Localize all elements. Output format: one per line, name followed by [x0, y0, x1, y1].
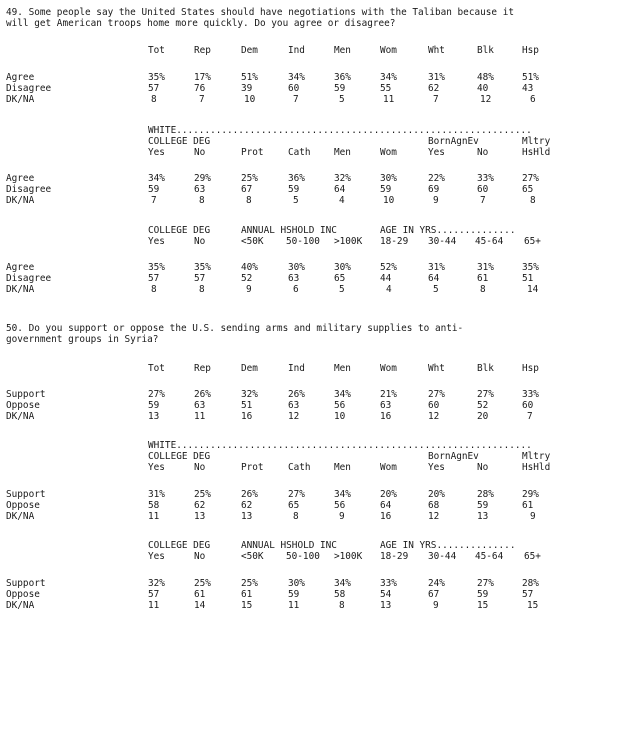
cell: 5: [339, 284, 345, 295]
q50-b1-row-dkna: [0, 412, 617, 423]
cell: 55: [380, 83, 392, 94]
cell: 13: [241, 511, 253, 522]
col-header: Wom: [380, 462, 397, 473]
cell: 27%: [477, 578, 494, 589]
cell: 12: [428, 411, 440, 422]
q49-b2-row-disagree: [0, 185, 617, 196]
col-header: Prot: [241, 462, 264, 473]
cell: 34%: [148, 173, 165, 184]
cell: 25%: [241, 173, 258, 184]
cell: 34%: [334, 578, 351, 589]
col-header: Men: [334, 363, 351, 374]
cell: 32%: [148, 578, 165, 589]
cell: 15: [241, 600, 253, 611]
question-50-text-line1: 50. Do you support or oppose the U.S. sending arms and military supplies to anti-: [6, 323, 464, 334]
col-header: Men: [334, 462, 351, 473]
cell: 16: [380, 511, 392, 522]
row-label: Agree: [6, 72, 35, 83]
cell: 5: [433, 284, 439, 295]
question-49-text-line2: will get American troops home more quickly. Do you agree or disagree?: [6, 18, 396, 29]
cell: 39: [241, 83, 253, 94]
cell: 27%: [477, 389, 494, 400]
cell: 8: [199, 195, 205, 206]
cell: 54: [380, 589, 392, 600]
col-header: No: [194, 147, 206, 158]
cell: 26%: [288, 389, 305, 400]
col-group-header: COLLEGE DEG: [148, 540, 211, 551]
cell: 61: [477, 273, 489, 284]
cell: 22%: [428, 173, 445, 184]
col-header: No: [194, 236, 206, 247]
col-group-header: Mltry: [522, 451, 551, 462]
col-header: Blk: [477, 363, 494, 374]
cell: 32%: [334, 173, 351, 184]
col-group-header: BornAgnEv: [428, 136, 479, 147]
row-label: Disagree: [6, 273, 52, 284]
cell: 28%: [477, 489, 494, 500]
cell: 76: [194, 83, 206, 94]
cell: 64: [334, 184, 346, 195]
cell: 58: [334, 589, 346, 600]
col-header: Dem: [241, 45, 258, 56]
cell: 24%: [428, 578, 445, 589]
row-label: Oppose: [6, 500, 40, 511]
cell: 9: [530, 511, 536, 522]
cell: 10: [244, 94, 256, 105]
cell: 52: [241, 273, 253, 284]
row-label: DK/NA: [6, 284, 35, 295]
col-group-header: AGE IN YRS..............: [380, 225, 516, 236]
col-header: 50-100: [286, 236, 320, 247]
cell: 7: [480, 195, 486, 206]
row-label: DK/NA: [6, 94, 35, 105]
cell: 51: [241, 400, 253, 411]
cell: 34%: [334, 489, 351, 500]
cell: 33%: [522, 389, 539, 400]
q50-b1-header: [0, 364, 617, 375]
q50-b3-header: [0, 552, 617, 563]
cell: 6: [293, 284, 299, 295]
cell: 27%: [428, 389, 445, 400]
col-header: <50K: [241, 551, 264, 562]
col-header: Tot: [148, 363, 165, 374]
cell: 48%: [477, 72, 494, 83]
col-group-header: ANNUAL HSHOLD INC: [241, 540, 337, 551]
cell: 15: [477, 600, 489, 611]
q49-b3-row-disagree: [0, 274, 617, 285]
col-header: Wom: [380, 363, 397, 374]
cell: 34%: [380, 72, 397, 83]
cell: 8: [480, 284, 486, 295]
cell: 17%: [194, 72, 211, 83]
col-header: Wht: [428, 45, 445, 56]
cell: 27%: [148, 389, 165, 400]
col-header: <50K: [241, 236, 264, 247]
col-header: No: [477, 147, 489, 158]
cell: 20: [477, 411, 489, 422]
cell: 63: [194, 400, 206, 411]
cell: 65: [522, 184, 534, 195]
q50-b1-row-oppose: [0, 401, 617, 412]
col-header: HsHld: [522, 462, 551, 473]
cell: 35%: [522, 262, 539, 273]
col-header: No: [477, 462, 489, 473]
cell: 59: [288, 589, 300, 600]
row-label: DK/NA: [6, 411, 35, 422]
cell: 63: [288, 273, 300, 284]
cell: 8: [339, 600, 345, 611]
row-label: Disagree: [6, 184, 52, 195]
col-header: Prot: [241, 147, 264, 158]
cell: 62: [241, 500, 253, 511]
cell: 11: [288, 600, 300, 611]
cell: 59: [380, 184, 392, 195]
cell: 30%: [380, 173, 397, 184]
q49-b1-row-dkna: [0, 95, 617, 106]
cell: 33%: [477, 173, 494, 184]
cell: 57: [522, 589, 534, 600]
cell: 59: [477, 500, 489, 511]
cell: 34%: [334, 389, 351, 400]
col-header: 65+: [524, 236, 541, 247]
col-header: Hsp: [522, 45, 539, 56]
cell: 11: [148, 511, 160, 522]
cell: 13: [380, 600, 392, 611]
col-header: Blk: [477, 45, 494, 56]
cell: 8: [293, 511, 299, 522]
cell: 10: [334, 411, 346, 422]
cell: 20%: [380, 489, 397, 500]
cell: 21%: [380, 389, 397, 400]
cell: 57: [148, 83, 160, 94]
q50-b3-row-oppose: [0, 590, 617, 601]
cell: 30%: [334, 262, 351, 273]
cell: 59: [334, 83, 346, 94]
q49-b1-row-disagree: [0, 84, 617, 95]
col-header: Ind: [288, 363, 305, 374]
col-header: Tot: [148, 45, 165, 56]
cell: 64: [428, 273, 440, 284]
cell: 63: [288, 400, 300, 411]
col-header: 30-44: [428, 551, 457, 562]
cell: 51: [522, 273, 534, 284]
cell: 32%: [241, 389, 258, 400]
col-header: Yes: [148, 236, 165, 247]
cell: 59: [148, 400, 160, 411]
col-header: Dem: [241, 363, 258, 374]
cell: 9: [246, 284, 252, 295]
q50-b2-header: [0, 463, 617, 474]
col-header: Wom: [380, 45, 397, 56]
row-label: DK/NA: [6, 195, 35, 206]
cell: 11: [383, 94, 395, 105]
cell: 11: [194, 411, 206, 422]
row-label: Agree: [6, 173, 35, 184]
cell: 61: [241, 589, 253, 600]
col-header: Ind: [288, 45, 305, 56]
col-header: 65+: [524, 551, 541, 562]
cell: 13: [148, 411, 160, 422]
col-group-header: COLLEGE DEG: [148, 451, 211, 462]
col-header: HsHld: [522, 147, 551, 158]
cell: 8: [151, 284, 157, 295]
cell: 60: [288, 83, 300, 94]
col-header: Rep: [194, 45, 211, 56]
cell: 36%: [334, 72, 351, 83]
cell: 56: [334, 400, 346, 411]
cell: 20%: [428, 489, 445, 500]
question-50-text-line2: government groups in Syria?: [6, 334, 159, 345]
cell: 35%: [148, 262, 165, 273]
cell: 36%: [288, 173, 305, 184]
cell: 57: [148, 273, 160, 284]
col-header: Wht: [428, 363, 445, 374]
col-header: Men: [334, 147, 351, 158]
col-header: 18-29: [380, 551, 409, 562]
cell: 31%: [148, 489, 165, 500]
cell: 67: [241, 184, 253, 195]
col-group-header: BornAgnEv: [428, 451, 479, 462]
col-group-header: ANNUAL HSHOLD INC: [241, 225, 337, 236]
cell: 44: [380, 273, 392, 284]
cell: 62: [428, 83, 440, 94]
cell: 30%: [288, 262, 305, 273]
cell: 27%: [288, 489, 305, 500]
cell: 14: [194, 600, 206, 611]
row-label: Agree: [6, 262, 35, 273]
cell: 60: [428, 400, 440, 411]
cell: 59: [477, 589, 489, 600]
cell: 12: [288, 411, 300, 422]
col-header: 30-44: [428, 236, 457, 247]
cell: 16: [380, 411, 392, 422]
col-group-header: COLLEGE DEG: [148, 225, 211, 236]
cell: 8: [199, 284, 205, 295]
cell: 4: [339, 195, 345, 206]
row-label: DK/NA: [6, 600, 35, 611]
q50-b3-row-dkna: [0, 601, 617, 612]
col-header: 18-29: [380, 236, 409, 247]
cell: 60: [477, 184, 489, 195]
cell: 28%: [522, 578, 539, 589]
cell: 14: [527, 284, 539, 295]
cell: 8: [530, 195, 536, 206]
cell: 31%: [428, 262, 445, 273]
q50-b2-row-oppose: [0, 501, 617, 512]
col-header: Cath: [288, 462, 311, 473]
cell: 52: [477, 400, 489, 411]
cell: 6: [530, 94, 536, 105]
col-header: Yes: [428, 147, 445, 158]
col-header: Yes: [148, 462, 165, 473]
cell: 15: [527, 600, 539, 611]
col-header: Wom: [380, 147, 397, 158]
q49-b1-header: [0, 46, 617, 57]
cell: 29%: [194, 173, 211, 184]
cell: 26%: [194, 389, 211, 400]
cell: 4: [386, 284, 392, 295]
col-group-header: COLLEGE DEG: [148, 136, 211, 147]
row-label: Oppose: [6, 589, 40, 600]
cell: 5: [293, 195, 299, 206]
cell: 67: [428, 589, 440, 600]
cell: 63: [194, 184, 206, 195]
cell: 9: [339, 511, 345, 522]
cell: 59: [288, 184, 300, 195]
cell: 11: [148, 600, 160, 611]
white-header: WHITE...............................................................: [148, 440, 532, 451]
col-header: Yes: [428, 462, 445, 473]
cell: 35%: [194, 262, 211, 273]
col-header: >100K: [334, 551, 363, 562]
cell: 7: [527, 411, 533, 422]
cell: 5: [339, 94, 345, 105]
col-header: 45-64: [475, 551, 504, 562]
cell: 64: [380, 500, 392, 511]
cell: 7: [433, 94, 439, 105]
cell: 26%: [241, 489, 258, 500]
row-label: Oppose: [6, 400, 40, 411]
q49-b2-header: [0, 148, 617, 159]
col-header: 45-64: [475, 236, 504, 247]
cell: 60: [522, 400, 534, 411]
cell: 61: [522, 500, 534, 511]
cell: 69: [428, 184, 440, 195]
cell: 8: [246, 195, 252, 206]
cell: 7: [151, 195, 157, 206]
cell: 51%: [522, 72, 539, 83]
col-header: Men: [334, 45, 351, 56]
col-header: Yes: [148, 147, 165, 158]
col-header: No: [194, 551, 206, 562]
q49-b3-header: [0, 237, 617, 248]
col-header: Rep: [194, 363, 211, 374]
cell: 34%: [288, 72, 305, 83]
cell: 12: [428, 511, 440, 522]
cell: 31%: [428, 72, 445, 83]
cell: 10: [383, 195, 395, 206]
cell: 58: [148, 500, 160, 511]
cell: 12: [480, 94, 492, 105]
row-label: Support: [6, 489, 46, 500]
col-header: Cath: [288, 147, 311, 158]
col-header: >100K: [334, 236, 363, 247]
cell: 7: [293, 94, 299, 105]
cell: 27%: [522, 173, 539, 184]
col-header: Yes: [148, 551, 165, 562]
cell: 62: [194, 500, 206, 511]
cell: 40%: [241, 262, 258, 273]
cell: 13: [194, 511, 206, 522]
col-header: 50-100: [286, 551, 320, 562]
q50-b2-row-dkna: [0, 512, 617, 523]
white-header: WHITE...............................................................: [148, 125, 532, 136]
col-header: Hsp: [522, 363, 539, 374]
cell: 40: [477, 83, 489, 94]
cell: 51%: [241, 72, 258, 83]
col-group-header: Mltry: [522, 136, 551, 147]
cell: 25%: [194, 578, 211, 589]
cell: 61: [194, 589, 206, 600]
cell: 13: [477, 511, 489, 522]
cell: 57: [194, 273, 206, 284]
cell: 25%: [194, 489, 211, 500]
cell: 63: [380, 400, 392, 411]
cell: 35%: [148, 72, 165, 83]
cell: 43: [522, 83, 534, 94]
q49-b2-row-dkna: [0, 196, 617, 207]
col-group-header: AGE IN YRS..............: [380, 540, 516, 551]
cell: 31%: [477, 262, 494, 273]
cell: 8: [151, 94, 157, 105]
cell: 25%: [241, 578, 258, 589]
cell: 7: [199, 94, 205, 105]
cell: 16: [241, 411, 253, 422]
row-label: Disagree: [6, 83, 52, 94]
cell: 52%: [380, 262, 397, 273]
cell: 30%: [288, 578, 305, 589]
row-label: Support: [6, 578, 46, 589]
cell: 68: [428, 500, 440, 511]
row-label: DK/NA: [6, 511, 35, 522]
col-header: No: [194, 462, 206, 473]
cell: 9: [433, 195, 439, 206]
row-label: Support: [6, 389, 46, 400]
question-49-text-line1: 49. Some people say the United States should have negotiations with the Taliban because it: [6, 7, 514, 18]
cell: 57: [148, 589, 160, 600]
cell: 65: [334, 273, 346, 284]
cell: 59: [148, 184, 160, 195]
cell: 56: [334, 500, 346, 511]
q49-b3-row-dkna: [0, 285, 617, 296]
cell: 65: [288, 500, 300, 511]
cell: 9: [433, 600, 439, 611]
cell: 33%: [380, 578, 397, 589]
cell: 29%: [522, 489, 539, 500]
